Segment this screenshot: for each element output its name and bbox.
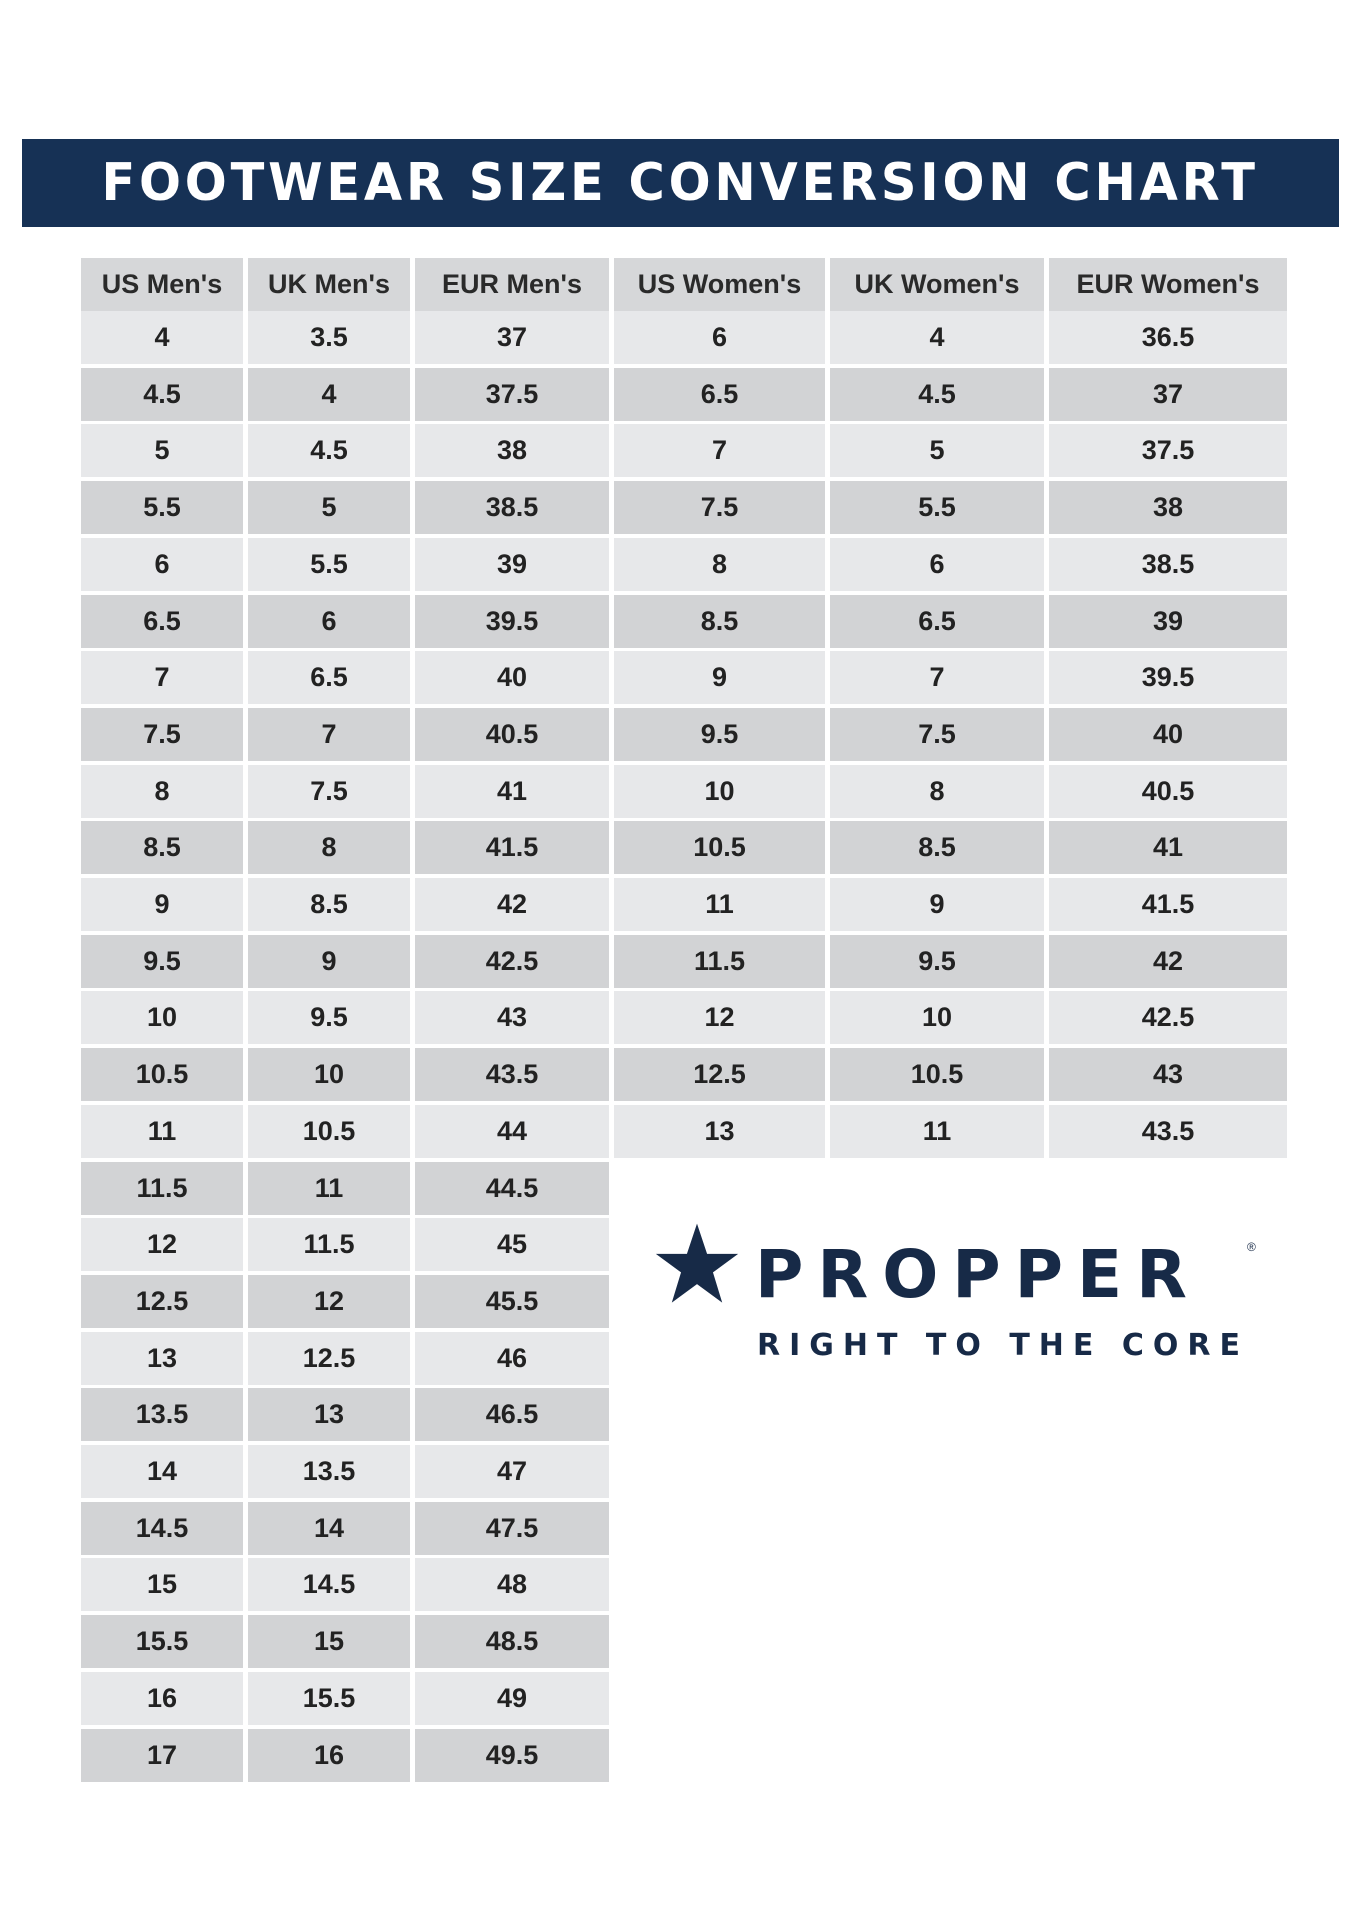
cell-us-womens: 8.5: [614, 595, 825, 648]
cell-us-mens: 15: [81, 1558, 243, 1611]
cell-uk-mens: 11: [248, 1162, 410, 1215]
cell-us-womens: 12.5: [614, 1048, 825, 1101]
cell-uk-mens: 10.5: [248, 1105, 410, 1158]
cell-us-womens: 9: [614, 651, 825, 704]
cell-us-mens: 11: [81, 1105, 243, 1158]
cell-uk-womens: 7: [830, 651, 1044, 704]
cell-us-womens: 10: [614, 765, 825, 818]
cell-us-mens: 12.5: [81, 1275, 243, 1328]
cell-uk-womens: 5: [830, 424, 1044, 477]
cell-uk-womens: 4: [830, 311, 1044, 364]
cell-us-mens: 5: [81, 424, 243, 477]
cell-eur-mens: 45: [415, 1218, 609, 1271]
cell-eur-mens: 44.5: [415, 1162, 609, 1215]
cell-eur-womens: 39: [1049, 595, 1287, 648]
cell-eur-mens: 48.5: [415, 1615, 609, 1668]
cell-us-womens: 11.5: [614, 935, 825, 988]
column-header-eur-mens: EUR Men's: [415, 258, 609, 311]
cell-us-mens: 4: [81, 311, 243, 364]
cell-eur-mens: 38.5: [415, 481, 609, 534]
cell-us-mens: 14: [81, 1445, 243, 1498]
cell-us-womens: 9.5: [614, 708, 825, 761]
cell-uk-mens: 4: [248, 368, 410, 421]
cell-uk-mens: 13.5: [248, 1445, 410, 1498]
cell-us-mens: 10: [81, 991, 243, 1044]
cell-us-womens: 6.5: [614, 368, 825, 421]
cell-eur-mens: 43.5: [415, 1048, 609, 1101]
cell-uk-mens: 12.5: [248, 1332, 410, 1385]
cell-uk-mens: 7.5: [248, 765, 410, 818]
cell-uk-mens: 13: [248, 1388, 410, 1441]
cell-uk-womens: 11: [830, 1105, 1044, 1158]
cell-uk-mens: 3.5: [248, 311, 410, 364]
cell-uk-womens: 6.5: [830, 595, 1044, 648]
cell-eur-womens: 37: [1049, 368, 1287, 421]
cell-eur-mens: 39.5: [415, 595, 609, 648]
cell-uk-mens: 8.5: [248, 878, 410, 931]
cell-uk-mens: 10: [248, 1048, 410, 1101]
cell-us-mens: 4.5: [81, 368, 243, 421]
cell-uk-mens: 6.5: [248, 651, 410, 704]
cell-us-womens: 7: [614, 424, 825, 477]
cell-uk-womens: 8: [830, 765, 1044, 818]
cell-uk-womens: 10.5: [830, 1048, 1044, 1101]
cell-uk-womens: 5.5: [830, 481, 1044, 534]
cell-eur-mens: 49: [415, 1672, 609, 1725]
cell-us-womens: 10.5: [614, 821, 825, 874]
cell-eur-womens: 41: [1049, 821, 1287, 874]
cell-uk-mens: 9.5: [248, 991, 410, 1044]
cell-us-womens: 13: [614, 1105, 825, 1158]
cell-us-mens: 10.5: [81, 1048, 243, 1101]
cell-eur-mens: 45.5: [415, 1275, 609, 1328]
cell-eur-womens: 40.5: [1049, 765, 1287, 818]
cell-eur-mens: 37.5: [415, 368, 609, 421]
brand-tagline: RIGHT TO THE CORE: [757, 1328, 1249, 1363]
cell-eur-mens: 49.5: [415, 1729, 609, 1782]
cell-us-mens: 7: [81, 651, 243, 704]
cell-eur-womens: 43: [1049, 1048, 1287, 1101]
cell-us-mens: 11.5: [81, 1162, 243, 1215]
cell-eur-womens: 43.5: [1049, 1105, 1287, 1158]
column-header-uk-womens: UK Women's: [830, 258, 1044, 311]
column-header-uk-mens: UK Men's: [248, 258, 410, 311]
cell-us-mens: 13.5: [81, 1388, 243, 1441]
cell-us-mens: 6: [81, 538, 243, 591]
cell-eur-womens: 39.5: [1049, 651, 1287, 704]
cell-uk-mens: 16: [248, 1729, 410, 1782]
registered-mark: ®: [1247, 1240, 1256, 1254]
cell-eur-womens: 38.5: [1049, 538, 1287, 591]
cell-uk-womens: 9.5: [830, 935, 1044, 988]
cell-us-womens: 11: [614, 878, 825, 931]
cell-us-mens: 9.5: [81, 935, 243, 988]
cell-us-mens: 15.5: [81, 1615, 243, 1668]
cell-eur-womens: 42: [1049, 935, 1287, 988]
cell-uk-mens: 12: [248, 1275, 410, 1328]
cell-us-mens: 6.5: [81, 595, 243, 648]
cell-uk-womens: 9: [830, 878, 1044, 931]
brand-name: PROPPER: [755, 1236, 1201, 1313]
cell-us-mens: 5.5: [81, 481, 243, 534]
page-title: FOOTWEAR SIZE CONVERSION CHART: [101, 153, 1260, 213]
cell-eur-mens: 43: [415, 991, 609, 1044]
cell-eur-mens: 46.5: [415, 1388, 609, 1441]
cell-uk-womens: 7.5: [830, 708, 1044, 761]
cell-uk-mens: 6: [248, 595, 410, 648]
cell-us-mens: 16: [81, 1672, 243, 1725]
cell-us-mens: 7.5: [81, 708, 243, 761]
cell-eur-womens: 37.5: [1049, 424, 1287, 477]
cell-eur-womens: 41.5: [1049, 878, 1287, 931]
cell-us-mens: 12: [81, 1218, 243, 1271]
title-banner: [22, 139, 1339, 227]
cell-eur-mens: 39: [415, 538, 609, 591]
cell-eur-mens: 44: [415, 1105, 609, 1158]
cell-eur-womens: 40: [1049, 708, 1287, 761]
cell-uk-womens: 6: [830, 538, 1044, 591]
cell-eur-mens: 41: [415, 765, 609, 818]
cell-eur-mens: 37: [415, 311, 609, 364]
cell-eur-mens: 48: [415, 1558, 609, 1611]
cell-us-mens: 14.5: [81, 1502, 243, 1555]
column-header-us-mens: US Men's: [81, 258, 243, 311]
cell-us-mens: 8: [81, 765, 243, 818]
cell-eur-mens: 41.5: [415, 821, 609, 874]
cell-uk-mens: 14: [248, 1502, 410, 1555]
cell-eur-mens: 38: [415, 424, 609, 477]
cell-uk-mens: 9: [248, 935, 410, 988]
cell-uk-mens: 4.5: [248, 424, 410, 477]
cell-eur-womens: 36.5: [1049, 311, 1287, 364]
cell-us-womens: 6: [614, 311, 825, 364]
cell-us-womens: 8: [614, 538, 825, 591]
cell-us-womens: 7.5: [614, 481, 825, 534]
cell-uk-mens: 5: [248, 481, 410, 534]
cell-uk-mens: 11.5: [248, 1218, 410, 1271]
cell-uk-mens: 14.5: [248, 1558, 410, 1611]
cell-us-mens: 17: [81, 1729, 243, 1782]
cell-eur-mens: 47.5: [415, 1502, 609, 1555]
cell-eur-mens: 42: [415, 878, 609, 931]
cell-uk-mens: 8: [248, 821, 410, 874]
cell-eur-mens: 40.5: [415, 708, 609, 761]
cell-us-mens: 9: [81, 878, 243, 931]
column-header-us-womens: US Women's: [614, 258, 825, 311]
star-icon: [655, 1222, 739, 1306]
cell-us-mens: 8.5: [81, 821, 243, 874]
cell-uk-mens: 15.5: [248, 1672, 410, 1725]
cell-us-mens: 13: [81, 1332, 243, 1385]
cell-uk-mens: 5.5: [248, 538, 410, 591]
cell-uk-womens: 10: [830, 991, 1044, 1044]
cell-eur-mens: 42.5: [415, 935, 609, 988]
cell-uk-mens: 7: [248, 708, 410, 761]
cell-uk-mens: 15: [248, 1615, 410, 1668]
cell-us-womens: 12: [614, 991, 825, 1044]
cell-eur-mens: 46: [415, 1332, 609, 1385]
cell-eur-mens: 40: [415, 651, 609, 704]
cell-eur-womens: 42.5: [1049, 991, 1287, 1044]
cell-uk-womens: 8.5: [830, 821, 1044, 874]
cell-uk-womens: 4.5: [830, 368, 1044, 421]
column-header-eur-womens: EUR Women's: [1049, 258, 1287, 311]
cell-eur-mens: 47: [415, 1445, 609, 1498]
cell-eur-womens: 38: [1049, 481, 1287, 534]
